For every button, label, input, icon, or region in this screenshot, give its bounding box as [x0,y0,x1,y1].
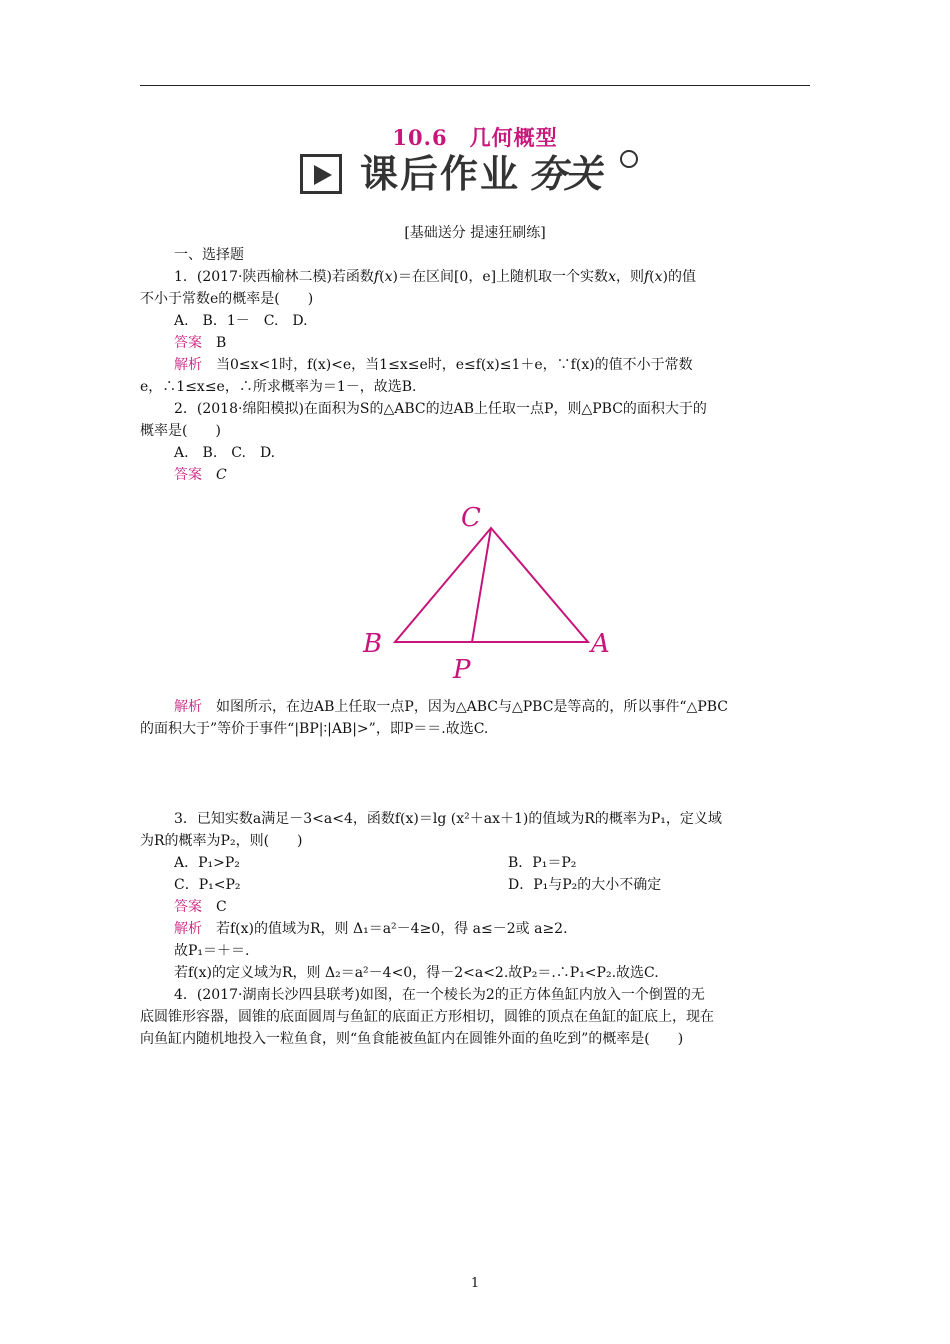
q1-answer: 答案 B [174,335,227,351]
label-c: C [461,503,481,533]
label-p: P [453,655,471,685]
segment-cp [472,528,491,642]
q3-explanation-line2: 故P₁＝＋＝. [174,943,250,959]
homework-banner [300,150,650,200]
q3-explanation-line3: 若f(x)的定义域为R，则 Δ₂＝a²－4<0，得－2<a<2.故P₂＝.∴P₁<P₂.故选C. [174,965,659,981]
q2-line1: 2．(2018·绵阳模拟)在面积为S的△ABC的边AB上任取一点P，则△PBC的面积大于的 [174,401,707,417]
q3-option-b: B．P₁＝P₂ [508,855,577,871]
section-heading: 一、选择题 [174,247,244,263]
q1-options: A. B．1－ C. D. [174,313,308,329]
top-rule [140,85,810,86]
page-number: 1 [470,1276,480,1291]
page-title: 10.6 几何概型 [392,125,558,150]
medal-icon [620,150,638,168]
q2-line2: 概率是( ) [140,423,221,439]
q4-line3: 向鱼缸内随机地投入一粒鱼食，则“鱼食能被鱼缸内在圆锥外面的鱼吃到”的概率是( ) [140,1031,684,1047]
q3-answer: 答案 C [174,899,227,915]
q2-explanation-line2: 的面积大于”等价于事件“|BP|∶|AB|>”，即P＝＝.故选C. [140,721,489,737]
q3-option-c: C．P₁<P₂ [174,877,241,893]
q4-line1: 4．(2017·湖南长沙四县联考)如图，在一个棱长为2的正方体鱼缸内放入一个倒置的无 [174,987,705,1003]
triangle-diagram [355,490,645,690]
q2-answer: 答案 C [174,467,227,483]
banner-text: 课后作业 [360,152,521,196]
triangle-abc [395,528,588,642]
q2-options: A. B. C. D. [174,445,276,461]
q3-line1: 3．已知实数a满足－3<a<4，函数f(x)＝lg (x²＋ax＋1)的值域为R的概率为P₁，定义域 [174,811,722,827]
q1-explanation-line1: 解析 当0≤x<1时，f(x)<e，当1≤x≤e时，e≤f(x)≤1＋e，∵f(x)的值不小于常数 [174,357,693,373]
q1-line1: 1．(2017·陕西榆林二模)若函数f(x)＝在区间[0，e]上随机取一个实数x，则f(x)的值 [174,269,696,285]
subtitle: [基础送分 提速狂刷练] [404,225,546,241]
q3-line2: 为R的概率为P₂，则( ) [140,833,303,849]
q4-line2: 底圆锥形容器，圆锥的底面圆周与鱼缸的底面正方形相切，圆锥的顶点在鱼缸的缸底上，现在 [140,1009,714,1025]
banner-text-2: 夯关 [528,152,601,196]
q3-option-a: A．P₁>P₂ [174,855,240,871]
triangle-figure [355,490,645,690]
q2-explanation-line1: 解析 如图所示，在边AB上任取一点P，因为△ABC与△PBC是等高的，所以事件“△PBC [174,699,729,715]
play-icon [300,154,342,194]
q3-option-d: D．P₁与P₂的大小不确定 [508,877,662,893]
label-a: A [591,629,610,659]
q1-line2: 不小于常数e的概率是( ) [140,291,314,307]
q3-explanation-line1: 解析 若f(x)的值域为R，则 Δ₁＝a²－4≥0，得 a≤－2或 a≥2. [174,921,568,937]
q1-explanation-line2: e，∴1≤x≤e，∴所求概率为＝1－，故选B. [140,379,417,395]
label-b: B [363,629,383,659]
